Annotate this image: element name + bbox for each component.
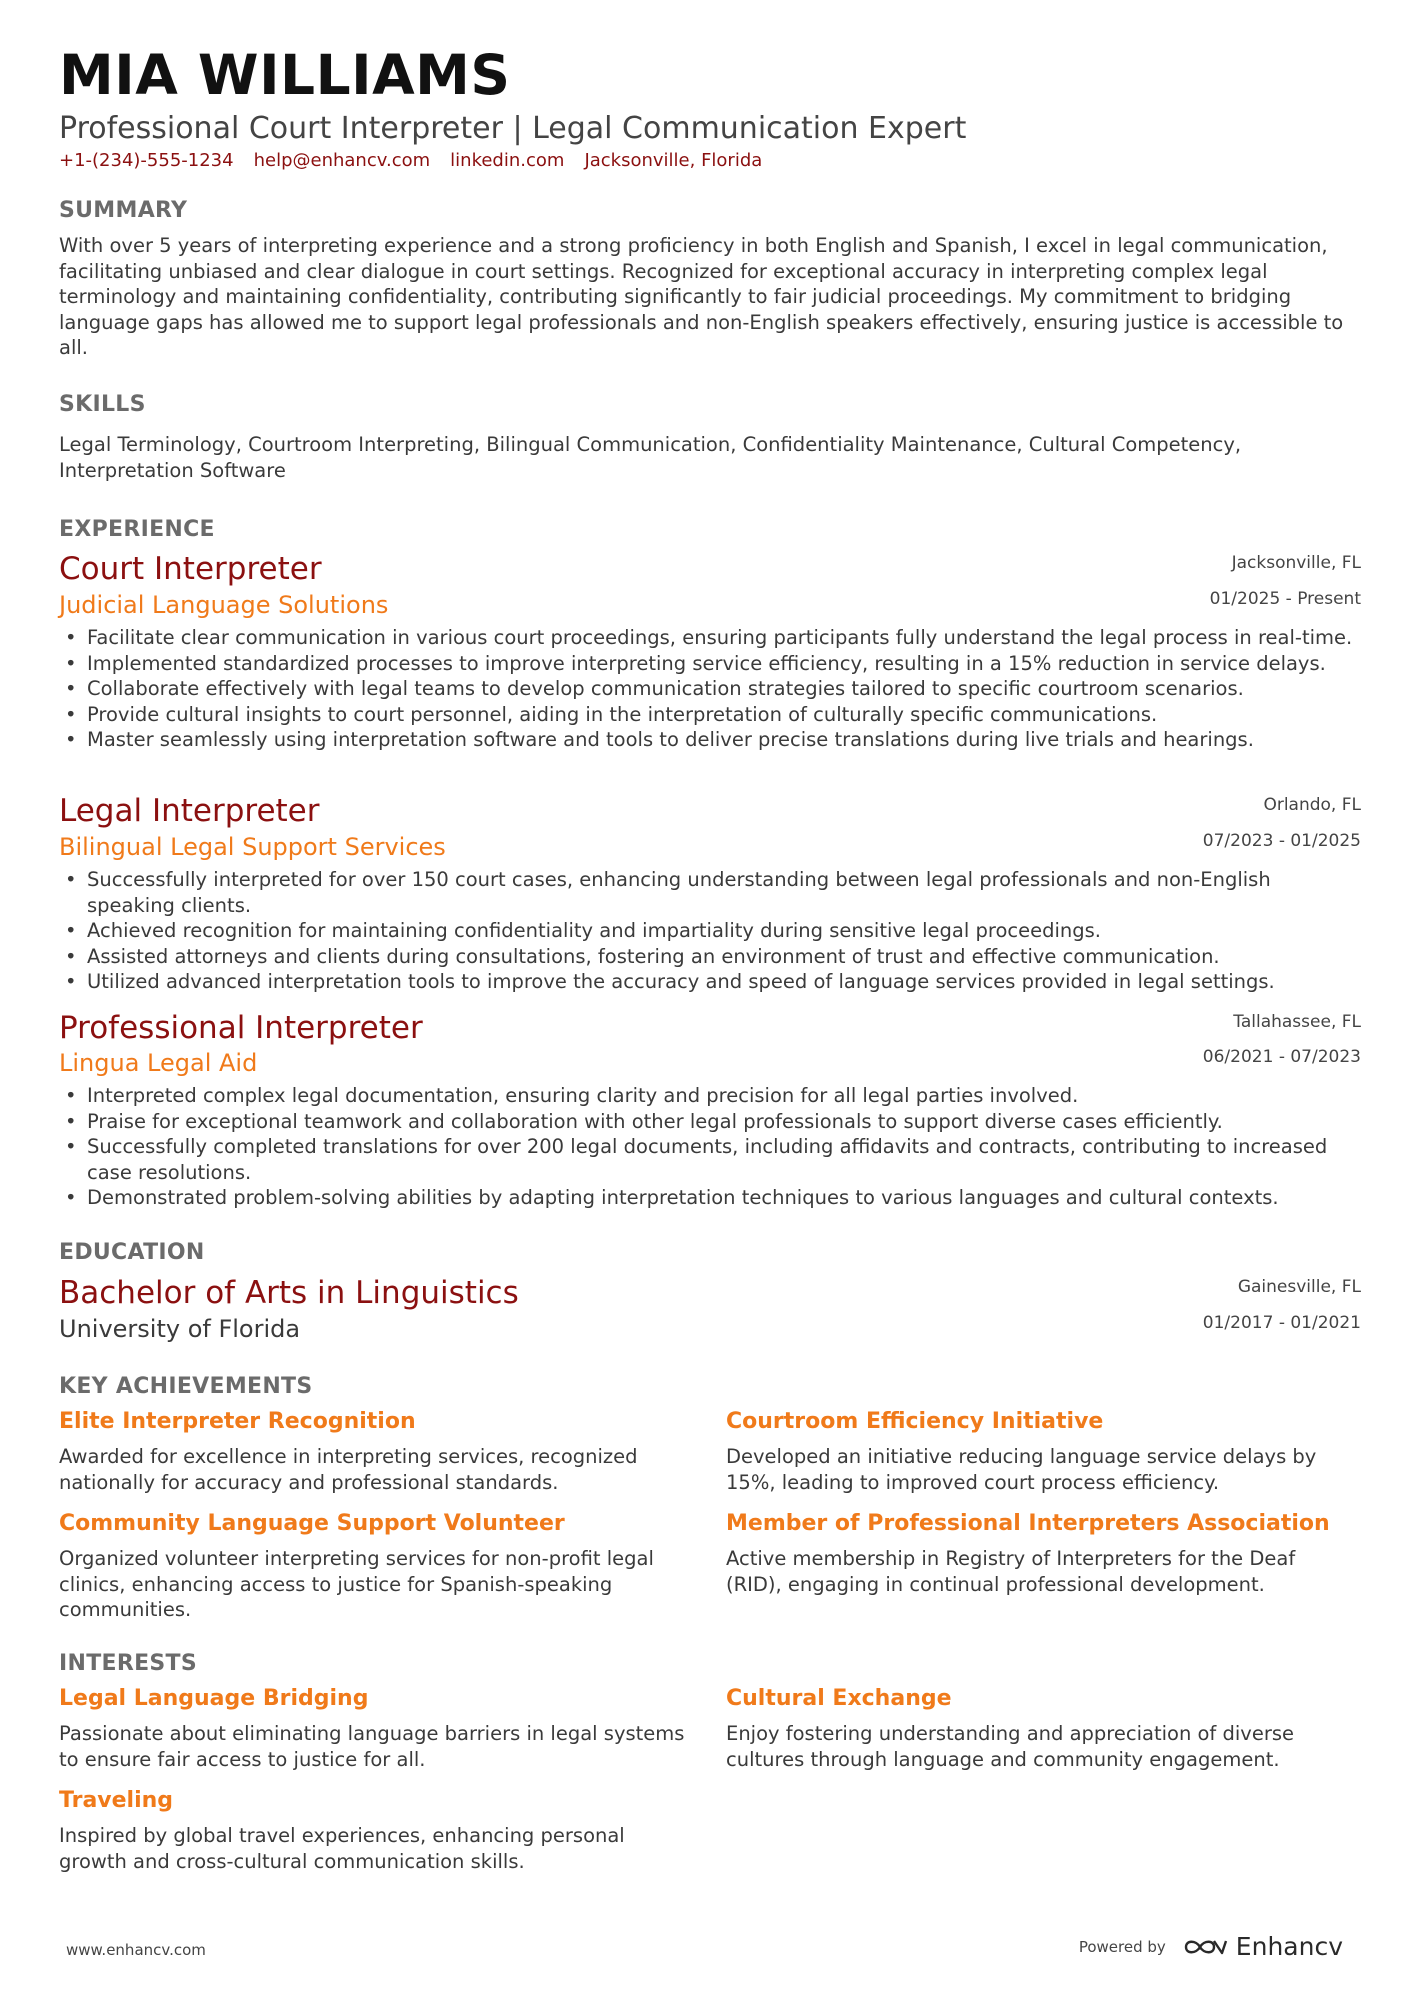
- achievement-item: [726, 1410, 1356, 1495]
- summary-title: SUMMARY: [59, 198, 188, 223]
- job-bullet: • Facilitate clear communication in various court proceedings, ensuring participants fully understand the legal process in real-time.: [59, 625, 1361, 651]
- job-role: Court Interpreter: [59, 551, 322, 587]
- enhancv-logo[interactable]: [1182, 1932, 1343, 1961]
- interest-item: [59, 1789, 689, 1874]
- skills-title: SKILLS: [59, 392, 146, 417]
- achievements-title: KEY ACHIEVEMENTS: [59, 1374, 313, 1399]
- achievement-title: Elite Interpreter Recognition: [59, 1409, 416, 1434]
- job-company: Lingua Legal Aid: [59, 1049, 258, 1077]
- enhancv-brand-text: Enhancv: [1235, 1932, 1343, 1961]
- interest-title: Legal Language Bridging: [59, 1686, 369, 1711]
- achievement-item: [59, 1512, 689, 1623]
- job-dates: 06/2021 - 07/2023: [1202, 1047, 1361, 1067]
- achievement-desc: Developed an initiative reducing language service delays by 15%, leading to improved court process efficiency.: [726, 1445, 1317, 1494]
- job-location: Tallahassee, FL: [1233, 1012, 1361, 1032]
- achievement-item: [726, 1512, 1356, 1597]
- education-degree: Bachelor of Arts in Linguistics: [59, 1275, 519, 1311]
- email-link[interactable]: help@enhancv.com: [253, 150, 431, 171]
- interest-desc: Passionate about eliminating language barriers in legal systems to ensure fair access to justice for all.: [59, 1722, 685, 1771]
- location-text: Jacksonville, Florida: [584, 150, 763, 171]
- linkedin-link[interactable]: linkedin.com: [450, 150, 565, 171]
- interest-item: [726, 1687, 1356, 1772]
- candidate-name: MIA WILLIAMS: [59, 43, 511, 107]
- job-dates: 01/2025 - Present: [1209, 589, 1361, 609]
- job-bullet: • Provide cultural insights to court personnel, aiding in the interpretation of culturally specific communications.: [59, 702, 1361, 728]
- job-bullets: [59, 867, 1361, 995]
- powered-by-label: Powered by: [1078, 1937, 1166, 1956]
- job-bullet: • Utilized advanced interpretation tools to improve the accuracy and speed of language services provided in legal settings.: [59, 969, 1361, 995]
- achievement-desc: Organized volunteer interpreting services for non-profit legal clinics, enhancing access to justice for Spanish-speaking communities.: [59, 1547, 654, 1622]
- achievement-title: Community Language Support Volunteer: [59, 1511, 565, 1536]
- job-location: Orlando, FL: [1263, 795, 1361, 815]
- resume-page: [59, 0, 1361, 1995]
- interests-title: INTERESTS: [59, 1651, 197, 1676]
- job-bullet: • Master seamlessly using interpretation software and tools to deliver precise translations during live trials and hearings.: [59, 727, 1361, 753]
- education-location: Gainesville, FL: [1237, 1277, 1361, 1297]
- contact-row: [59, 151, 762, 171]
- job-bullet: • Demonstrated problem-solving abilities by adapting interpretation techniques to various languages and cultural contexts.: [59, 1185, 1361, 1211]
- job-bullet: • Achieved recognition for maintaining confidentiality and impartiality during sensitive legal proceedings.: [59, 918, 1361, 944]
- job-dates: 07/2023 - 01/2025: [1202, 831, 1361, 851]
- job-bullet: • Implemented standardized processes to improve interpreting service efficiency, resulting in a 15% reduction in service delays.: [59, 651, 1361, 677]
- job-bullet: • Praise for exceptional teamwork and collaboration with other legal professionals to support diverse cases efficiently.: [59, 1109, 1361, 1135]
- candidate-headline: Professional Court Interpreter | Legal Communication Expert: [59, 111, 967, 146]
- job-bullet: • Assisted attorneys and clients during consultations, fostering an environment of trust and effective communication.: [59, 944, 1361, 970]
- education-dates: 01/2017 - 01/2021: [1202, 1313, 1361, 1333]
- skills-text: Legal Terminology, Courtroom Interpreting, Bilingual Communication, Confidentiality Maintenance, Cultural Competency, Interpretation Software: [59, 433, 1242, 482]
- interest-title: Traveling: [59, 1788, 174, 1813]
- phone-link[interactable]: +1-(234)-555-1234: [59, 150, 234, 171]
- job-company: Judicial Language Solutions: [59, 591, 389, 619]
- job-location: Jacksonville, FL: [1231, 553, 1361, 573]
- footer-website[interactable]: www.enhancv.com: [66, 1941, 206, 1959]
- interest-item: [59, 1687, 689, 1772]
- job-bullet: • Successfully completed translations for over 200 legal documents, including affidavits and contracts, contributing to increased case resolutions.: [59, 1134, 1361, 1185]
- job-bullets: [59, 1083, 1361, 1211]
- footer-branding: [1079, 1932, 1343, 1961]
- experience-title: EXPERIENCE: [59, 517, 215, 542]
- job-role: Legal Interpreter: [59, 793, 320, 829]
- job-bullets: [59, 625, 1361, 753]
- job-bullet: • Interpreted complex legal documentation, ensuring clarity and precision for all legal parties involved.: [59, 1083, 1361, 1109]
- job-bullet: • Collaborate effectively with legal teams to develop communication strategies tailored to specific courtroom scenarios.: [59, 676, 1361, 702]
- education-title: EDUCATION: [59, 1240, 205, 1265]
- achievement-title: Courtroom Efficiency Initiative: [726, 1409, 1104, 1434]
- job-bullet: • Successfully interpreted for over 150 court cases, enhancing understanding between legal professionals and non-English speaking clients.: [59, 867, 1361, 918]
- summary-text: With over 5 years of interpreting experience and a strong proficiency in both English and Spanish, I excel in legal communication, facilitating unbiased and clear dialogue in court settings. Recognized for exceptional accuracy in interpreting complex legal terminology and maintaining confidentiality, contributing significantly to fair judicial proceedings. My commitment to bridging language gaps has allowed me to support legal professionals and non-English speakers effectively, ensuring justice is accessible to all.: [59, 234, 1344, 360]
- achievement-item: [59, 1410, 689, 1495]
- interest-desc: Inspired by global travel experiences, enhancing personal growth and cross-cultural communication skills.: [59, 1824, 625, 1873]
- achievement-title: Member of Professional Interpreters Association: [726, 1511, 1330, 1536]
- education-school: University of Florida: [59, 1315, 301, 1343]
- interest-title: Cultural Exchange: [726, 1686, 952, 1711]
- enhancv-logo-icon: [1182, 1935, 1228, 1959]
- interest-desc: Enjoy fostering understanding and appreciation of diverse cultures through language and community engagement.: [726, 1722, 1295, 1771]
- job-role: Professional Interpreter: [59, 1010, 423, 1046]
- job-company: Bilingual Legal Support Services: [59, 833, 446, 861]
- achievement-desc: Active membership in Registry of Interpreters for the Deaf (RID), engaging in continual professional development.: [726, 1547, 1296, 1596]
- achievement-desc: Awarded for excellence in interpreting services, recognized nationally for accuracy and professional standards.: [59, 1445, 638, 1494]
